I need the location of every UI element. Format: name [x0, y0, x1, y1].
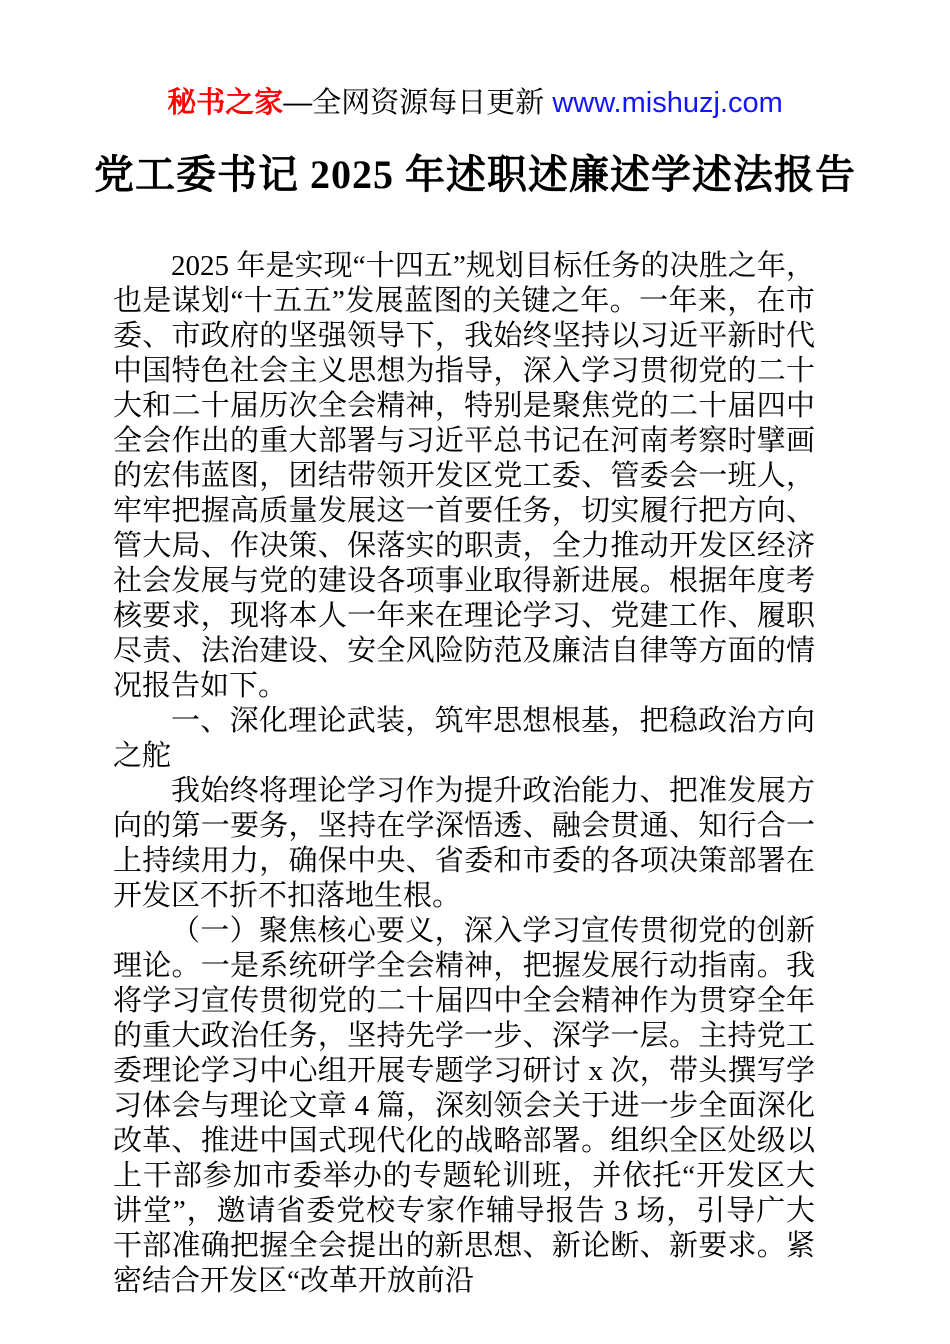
site-header: [0, 0, 950, 122]
paragraph-subsection-1: （一）聚焦核心要义，深入学习宣传贯彻党的创新理论。一是系统研学全会精神，把握发展行动指南。我将学习宣传贯彻党的二十届四中全会精神作为贯穿全年的重大政治任务，坚持先学一步、深学一层。主持党工委理论学习中心组开展专题学习研讨 x 次，带头撰写学习体会与理论文章 4 篇，深刻领会关于进一步全面深化改革、推进中国式现代化的战略部署。组织全区处级以上干部参加市委举办的专题轮训班，并依托“开发区大讲堂”，邀请省委党校专家作辅导报告 3 场，引导广大干部准确把握全会提出的新思想、新论断、新要求。紧密结合开发区“改革开放前沿: [113, 915, 815, 1297]
paragraph-intro: 2025 年是实现“十四五”规划目标任务的决胜之年，也是谋划“十五五”发展蓝图的关键之年。一年来，在市委、市政府的坚强领导下，我始终坚持以习近平新时代中国特色社会主义思想为指导，深入学习贯彻党的二十大和二十届历次全会精神，特别是聚焦党的二十届四中全会作出的重大部署与习近平总书记在河南考察时擘画的宏伟蓝图，团结带领开发区党工委、管委会一班人，牢牢把握高质量发展这一首要任务，切实履行把方向、管大局、作决策、保落实的职责，全力推动开发区经济社会发展与党的建设各项事业取得新进展。根据年度考核要求，现将本人一年来在理论学习、党建工作、履职尽责、法治建设、安全风险防范及廉洁自律等方面的情况报告如下。: [113, 250, 815, 702]
header-tagline: 全网资源每日更新: [312, 87, 545, 119]
document-body: [113, 249, 815, 1299]
site-brand: 秘书之家: [167, 87, 284, 119]
document-title: 党工委书记 2025 年述职述廉述学述法报告: [94, 152, 856, 197]
site-url-link[interactable]: www.mishuzj.com: [552, 87, 783, 119]
section-heading-1: 一、深化理论武装，筑牢思想根基，把稳政治方向之舵: [113, 705, 815, 772]
paragraph-theory-overview: 我始终将理论学习作为提升政治能力、把准发展方向的第一要务，坚持在学深悟透、融会贯通、知行合一上持续用力，确保中央、省委和市委的各项决策部署在开发区不折不扣落地生根。: [113, 775, 815, 912]
header-dash: —: [283, 87, 313, 119]
